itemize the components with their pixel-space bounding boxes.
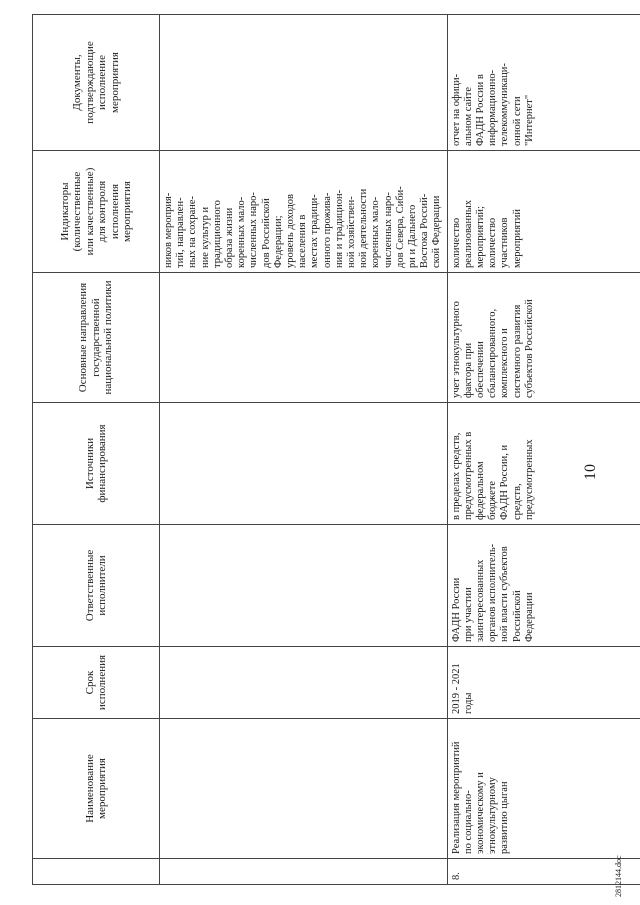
page-number: 10 [582,464,599,480]
row8-financing: в пределах средств, предусмотренных в федеральном бюджете ФАДН России, и средств, предусмотренных [447,403,640,525]
cont-financing [160,403,448,525]
header-name: Наименование мероприятия [33,719,160,859]
cont-documents [160,15,448,151]
row-number: 8. [447,859,640,885]
footer-file-code: 2812144.doc [614,855,623,897]
header-executors: Ответственные исполнители [33,525,160,647]
cont-num [160,859,448,885]
header-financing: Источники финансирования [33,403,160,525]
header-documents: Документы, подтверждающие исполнение мероприятия [33,15,160,151]
header-indicators: Индикаторы (количественные или качественные) для контроля исполнения мероприятия [33,151,160,273]
row8-executors: ФАДН России при участии заинтересованных органов исполнитель- ной власти субъектов Российской Федерации [447,525,640,647]
header-policy: Основные направления государственной национальной политики [33,273,160,403]
cont-executors [160,525,448,647]
table-row-8 [447,15,640,885]
table-row-continuation [160,15,448,885]
cont-indicators: ников мероприя- тий, направлен- ных на сохране- ние культур и традиционного образа жизни коренных мало- численных наро- дов Российской Федерации; уровень доходов населения в местах традици- онного прожива- ния и традицион- ной хозяйствен- ной деятельности коренных мало- численных наро- дов Севера, Сиби- ри и Дальнего Востока Россий- ской Федерации [160,151,448,273]
row8-policy: учет этнокультурного фактора при обеспечении сбалансированного, комплексного и системного развития субъектов Российской [447,273,640,403]
cont-term [160,647,448,719]
row8-name: Реализация мероприятий по социально- экономическому и этнокультурному развитию цыган [447,719,640,859]
table-header-row [33,15,160,885]
cont-name [160,719,448,859]
row8-indicators: количество реализованных мероприятий; количество участников мероприятий [447,151,640,273]
cont-policy [160,273,448,403]
row8-term: 2019 - 2021 годы [447,647,640,719]
header-num [33,859,160,885]
measures-table [32,14,640,885]
row8-documents: отчет на офици- альном сайте ФАДН России в информационно- телекоммуникаци- онной сети "Интернет" [447,15,640,151]
header-term: Срок исполнения [33,647,160,719]
